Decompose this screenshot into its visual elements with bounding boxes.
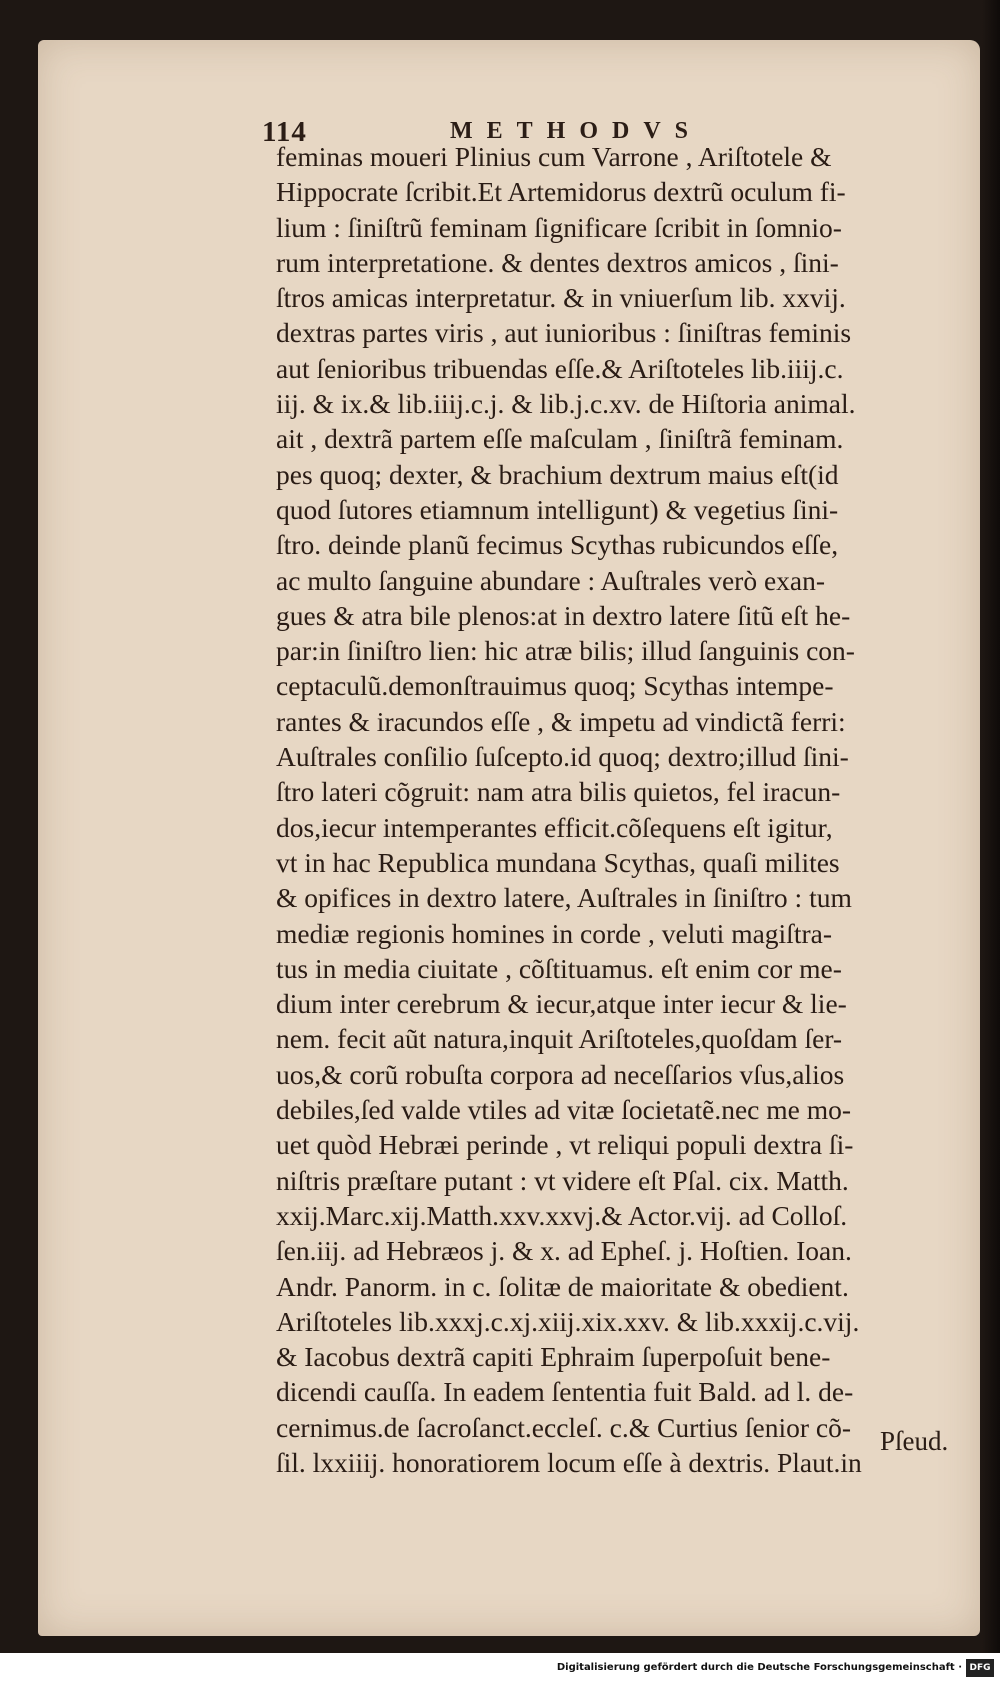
text-line: gues & atra bile plenos:at in dextro latere ſitũ eſt he- <box>276 599 851 631</box>
text-line: dicendi cauſſa. In eadem ſententia fuit Bald. ad l. de- <box>276 1376 854 1408</box>
text-line: feminas moueri Plinius cum Varrone , Ariſtotele & <box>276 141 832 172</box>
text-line: nem. fecit aũt natura,inquit Ariſtoteles,quoſdam ſer- <box>276 1023 843 1055</box>
text-line: & Iacobus dextrã capiti Ephraim ſuperpoſuit bene- <box>276 1341 831 1373</box>
text-line: uos,& corũ robuſta corpora ad neceſſarios vſus,alios <box>276 1058 845 1090</box>
text-line: & opifices in dextro latere, Auſtrales in ſiniſtro : tum <box>276 882 852 914</box>
dfg-logo-icon: DFG <box>966 1659 994 1677</box>
text-line: uet quòd Hebræi perinde , vt reliqui populi dextra ſi- <box>276 1129 854 1161</box>
text-line: ac multo ſanguine abundare : Auſtrales verò exan- <box>276 564 826 596</box>
text-line: tus in media ciuitate , cõſtituamus. eſt enim cor me- <box>276 952 842 984</box>
text-line: pes quoq; dexter, & brachium dextrum maius eſt(id <box>276 458 839 490</box>
text-line: ſtros amicas interpretatur. & in vniuerſum lib. xxvij. <box>276 282 846 314</box>
text-line: vt in hac Republica mundana Scythas, quaſi milites <box>276 846 840 878</box>
text-line: ſtro. deinde planũ fecimus Scythas rubicundos eſſe, <box>276 529 839 561</box>
catchword: Pſeud. <box>880 1426 949 1456</box>
page-number: 114 <box>262 116 307 148</box>
text-line: Andr. Panorm. in c. ſolitæ de maioritate & obedient. <box>276 1270 849 1302</box>
text-line: ſen.iij. ad Hebræos j. & x. ad Epheſ. j. Hoſtien. Ioan. <box>276 1235 852 1267</box>
funding-credit: Digitalisierung gefördert durch die Deutsche Forschungsgemeinschaft · <box>556 1662 962 1673</box>
text-line: Ariſtoteles lib.xxxj.c.xj.xiij.xix.xxv. & lib.xxxij.c.vij. <box>276 1305 860 1337</box>
text-line: ceptaculũ.demonſtrauimus quoq; Scythas intempe- <box>276 670 834 702</box>
text-line: Hippocrate ſcribit.Et Artemidorus dextrũ oculum fi- <box>276 176 846 208</box>
body-text <box>276 139 966 1480</box>
text-line: debiles,ſed valde vtiles ad vitæ ſocietatẽ.nec me mo- <box>276 1094 852 1126</box>
text-line: quod ſutores etiamnum intelligunt) & vegetius ſini- <box>276 493 839 525</box>
text-line: Auſtrales conſilio ſuſcepto.id quoq; dextro;illud ſini- <box>276 741 849 773</box>
text-line: iij. & ix.& lib.iiij.c.j. & lib.j.c.xv. de Hiſtoria animal. <box>276 388 856 420</box>
text-line: mediæ regionis homines in corde , veluti magiſtra- <box>276 917 832 949</box>
page-edge <box>982 0 1000 1653</box>
text-line: lium : ſiniſtrũ feminam ſignificare ſcribit in ſomnio- <box>276 211 842 243</box>
text-line: rum interpretatione. & dentes dextros amicos , ſini- <box>276 246 839 278</box>
text-line: ſtro lateri cõgruit: nam atra bilis quietos, fel iracun- <box>276 776 841 808</box>
text-line: ſil. lxxiiij. honoratiorem locum eſſe à dextris. Plaut.in <box>276 1446 862 1478</box>
text-line: xxij.Marc.xij.Matth.xxv.xxvj.& Actor.vij. ad Colloſ. <box>276 1199 848 1231</box>
running-title: METHODVS <box>450 118 703 144</box>
footer-bar <box>0 1653 1000 1685</box>
text-line: niſtris præſtare putant : vt videre eſt Pſal. cix. Matth. <box>276 1164 849 1196</box>
text-line: ait , dextrã partem eſſe maſculam , ſiniſtrã feminam. <box>276 423 844 455</box>
text-line: dos,iecur intemperantes efficit.cõſequens eſt igitur, <box>276 811 833 843</box>
text-line: dextras partes viris , aut iunioribus : ſiniſtras feminis <box>276 317 852 349</box>
text-line: cernimus.de ſacroſanct.eccleſ. c.& Curtius ſenior cõ- <box>276 1411 851 1443</box>
text-line: dium inter cerebrum & iecur,atque inter iecur & lie- <box>276 988 847 1020</box>
text-line: rantes & iracundos eſſe , & impetu ad vindictã ferri: <box>276 705 846 737</box>
text-line: par:in ſiniſtro lien: hic atræ bilis; illud ſanguinis con- <box>276 635 855 667</box>
text-line: aut ſenioribus tribuendas eſſe.& Ariſtoteles lib.iiij.c. <box>276 352 844 384</box>
